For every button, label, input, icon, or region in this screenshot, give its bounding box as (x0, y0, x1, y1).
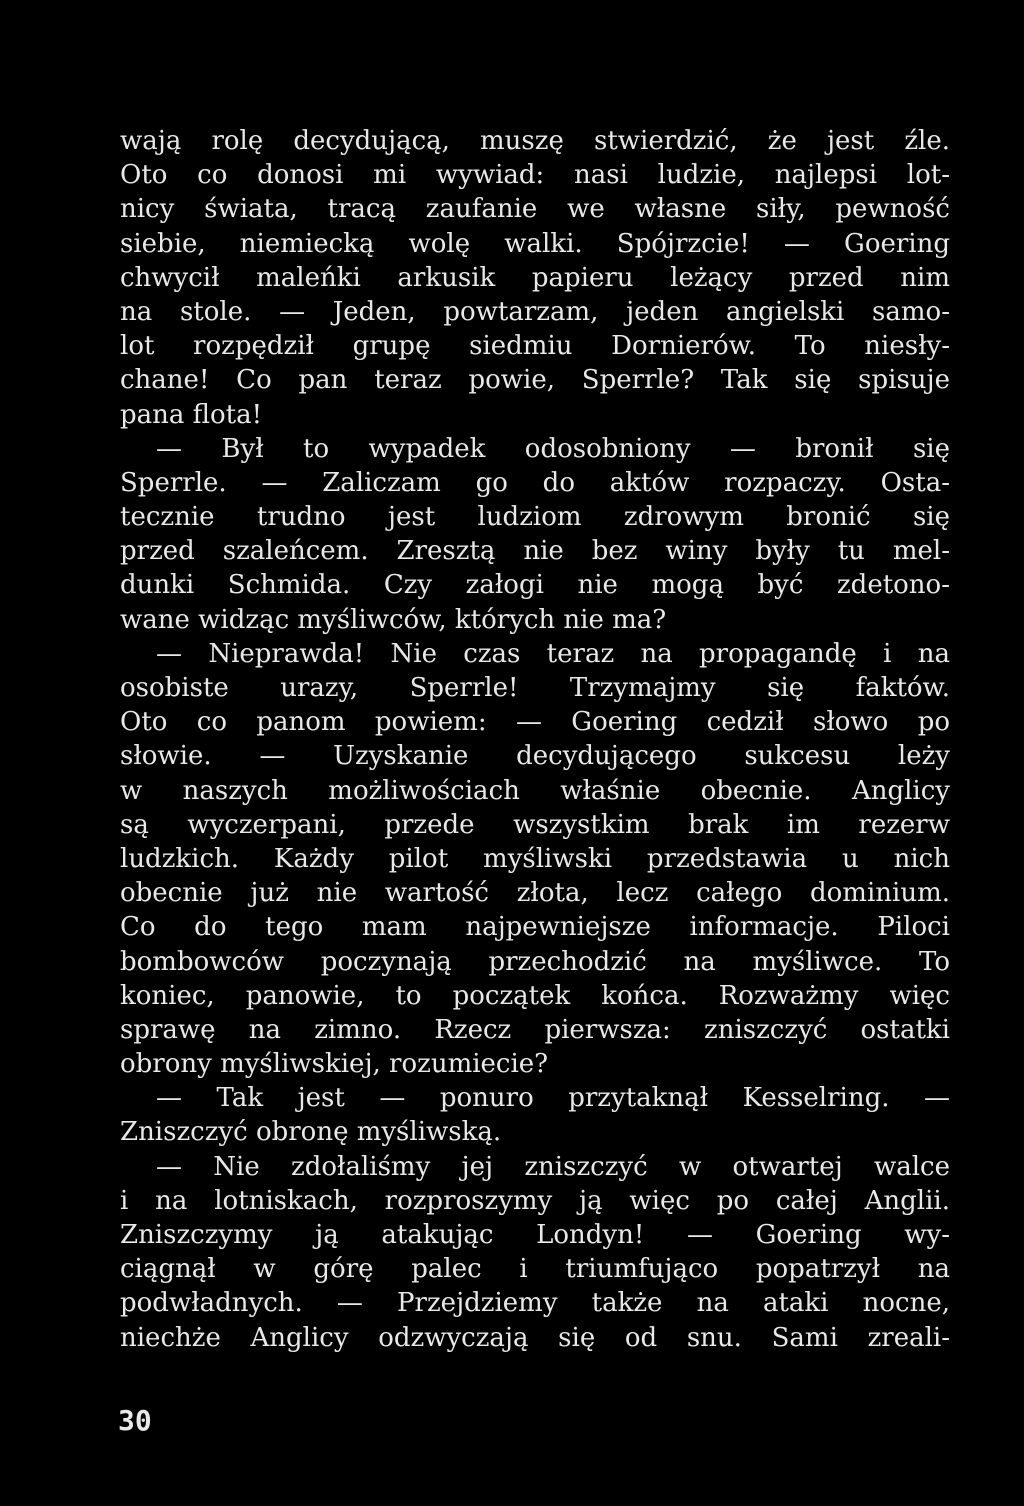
text-line: w naszych możliwościach właśnie obecnie. Anglicy (120, 775, 950, 806)
text-line: — Był to wypadek odosobniony — bronił się (156, 433, 950, 464)
text-line: Co do tego mam najpewniejsze informacje. Piloci (120, 912, 950, 943)
text-line: Oto co panom powiem: — Goering cedził słowo po (120, 707, 950, 738)
text-line: i na lotniskach, rozproszymy ją więc po całej Anglii. (120, 1185, 950, 1216)
text-line: chane! Co pan teraz powie, Sperrle? Tak się spisuje (120, 365, 950, 396)
text-line: — Nieprawda! Nie czas teraz na propagandę i na (156, 638, 950, 669)
text-line: chwycił maleńki arkusik papieru leżący przed nim (120, 262, 950, 293)
text-line: Zniszczyć obronę myśliwską. (120, 1117, 502, 1148)
text-line: ludzkich. Każdy pilot myśliwski przedstawia u nich (120, 843, 950, 874)
text-line: dunki Schmida. Czy załogi nie mogą być zdetono- (120, 570, 950, 601)
text-line: niechże Anglicy odzwyczają się od snu. Sami zreali- (120, 1322, 950, 1353)
page-number: 30 (118, 1404, 152, 1437)
text-line: podwładnych. — Przejdziemy także na ataki nocne, (120, 1288, 950, 1319)
text-line: — Tak jest — ponuro przytaknął Kesselring. — (156, 1083, 950, 1114)
text-line: obrony myśliwskiej, rozumiecie? (120, 1049, 549, 1080)
text-line: lot rozpędził grupę siedmiu Dornierów. To niesły- (120, 331, 950, 362)
text-line: — Nie zdołaliśmy jej zniszczyć w otwartej walce (156, 1151, 950, 1182)
text-line: siebie, niemiecką wolę walki. Spójrzcie! — Goering (120, 228, 950, 259)
text-line: osobiste urazy, Sperrle! Trzymajmy się faktów. (120, 673, 950, 703)
text-line: wają rolę decydującą, muszę stwierdzić, że jest źle. (120, 126, 950, 156)
text-line: słowie. — Uzyskanie decydującego sukcesu leży (120, 741, 950, 772)
text-line: tecznie trudno jest ludziom zdrowym bronić się (120, 502, 950, 533)
text-line: koniec, panowie, to początek końca. Rozważmy więc (120, 980, 950, 1011)
text-line: nicy świata, tracą zaufanie we własne siły, pewność (120, 194, 950, 225)
text-line: pana flota! (120, 399, 263, 430)
book-page-text (120, 124, 950, 1355)
text-line: są wyczerpani, przede wszystkim brak im rezerw (120, 809, 950, 840)
text-line: wane widząc myśliwców, których nie ma? (120, 604, 667, 635)
text-line: Zniszczymy ją atakując Londyn! — Goering wy- (120, 1220, 950, 1250)
text-line: przed szaleńcem. Zresztą nie bez winy były tu mel- (120, 536, 950, 567)
text-line: ciągnął w górę palec i triumfująco popatrzył na (120, 1254, 950, 1285)
text-line: Oto co donosi mi wywiad: nasi ludzie, najlepsi lot- (120, 160, 950, 191)
text-line: Sperrle. — Zaliczam go do aktów rozpaczy. Osta- (120, 467, 950, 498)
text-line: na stole. — Jeden, powtarzam, jeden angielski samo- (120, 296, 950, 327)
text-line: bombowców poczynają przechodzić na myśliwce. To (120, 946, 950, 977)
text-line: sprawę na zimno. Rzecz pierwsza: zniszczyć ostatki (120, 1014, 950, 1045)
text-line: obecnie już nie wartość złota, lecz całego dominium. (120, 878, 950, 909)
